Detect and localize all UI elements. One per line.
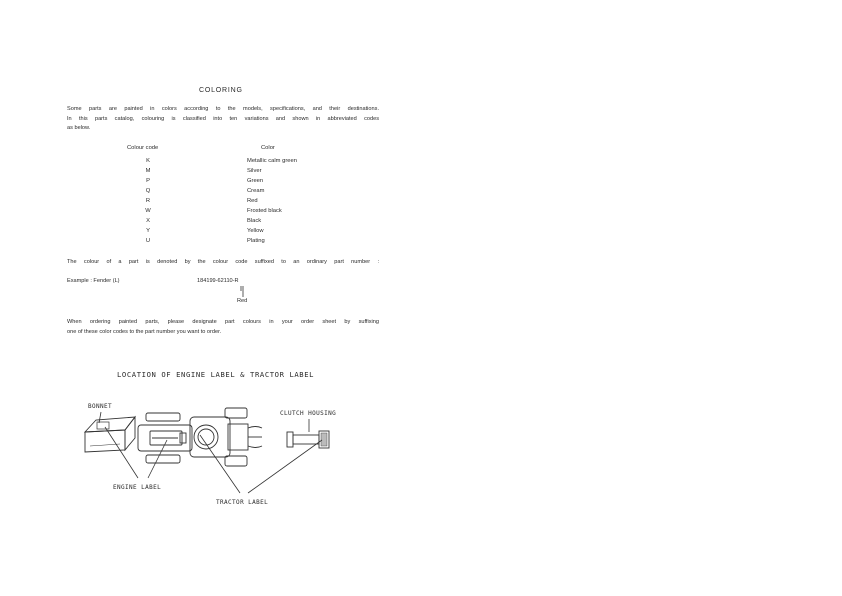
clutch-housing-icon (287, 431, 329, 448)
table-row-color: Plating (247, 238, 265, 244)
table-row-code: P (146, 178, 150, 184)
intro-line: Some parts are painted in colors according to the models, specifications, and their destinations. (67, 106, 379, 112)
ordering-line: When ordering painted parts, please designate part colours in your order sheet by suffixing (67, 319, 379, 325)
suffix-pointer-icon (241, 286, 243, 297)
table-row-color: Cream (247, 188, 265, 194)
table-row-code: X (146, 218, 150, 224)
table-row-code: W (145, 208, 151, 214)
colour-code-header: Colour code (127, 145, 159, 151)
bonnet-label: BONNET (88, 403, 113, 410)
location-title: LOCATION OF ENGINE LABEL & TRACTOR LABEL (117, 370, 315, 379)
table-row-code: M (145, 168, 151, 174)
suffix-note-text: The colour of a part is denoted by the colour code suffixed to an ordinary part number : (67, 259, 379, 265)
table-row-code: U (145, 238, 151, 244)
tractor-top-view-icon (138, 408, 262, 466)
intro-line: as below. (67, 125, 91, 132)
example-label: Example : Fender (L) (67, 278, 120, 284)
table-row-color: Black (247, 218, 262, 224)
table-row-color: Yellow (247, 228, 264, 234)
clutch-housing-label: CLUTCH HOUSING (280, 410, 337, 417)
table-row-code: R (145, 198, 151, 204)
table-row-color: Metallic calm green (247, 158, 297, 164)
coloring-title: COLORING (199, 87, 243, 94)
ordering-line: one of these color codes to the part number you want to order. (67, 328, 222, 335)
color-header: Color (261, 145, 275, 151)
table-row-color: Frosted black (247, 208, 282, 214)
example-part-number: 184199-62110-R (197, 278, 239, 284)
table-row-color: Green (247, 178, 264, 184)
table-row-color: Silver (247, 168, 262, 174)
example-suffix-label: Red (237, 298, 248, 304)
intro-line: In this parts catalog, colouring is classified into ten variations and shown in abbreviated codes (67, 115, 379, 122)
table-row-color: Red (247, 198, 258, 204)
engine-label-label: ENGINE LABEL (113, 484, 162, 491)
tractor-label-label: TRACTOR LABEL (216, 499, 269, 506)
table-row-code: K (146, 158, 150, 164)
leader-lines (99, 412, 322, 493)
table-row-code: Q (145, 188, 151, 194)
table-row-code: Y (146, 228, 150, 234)
